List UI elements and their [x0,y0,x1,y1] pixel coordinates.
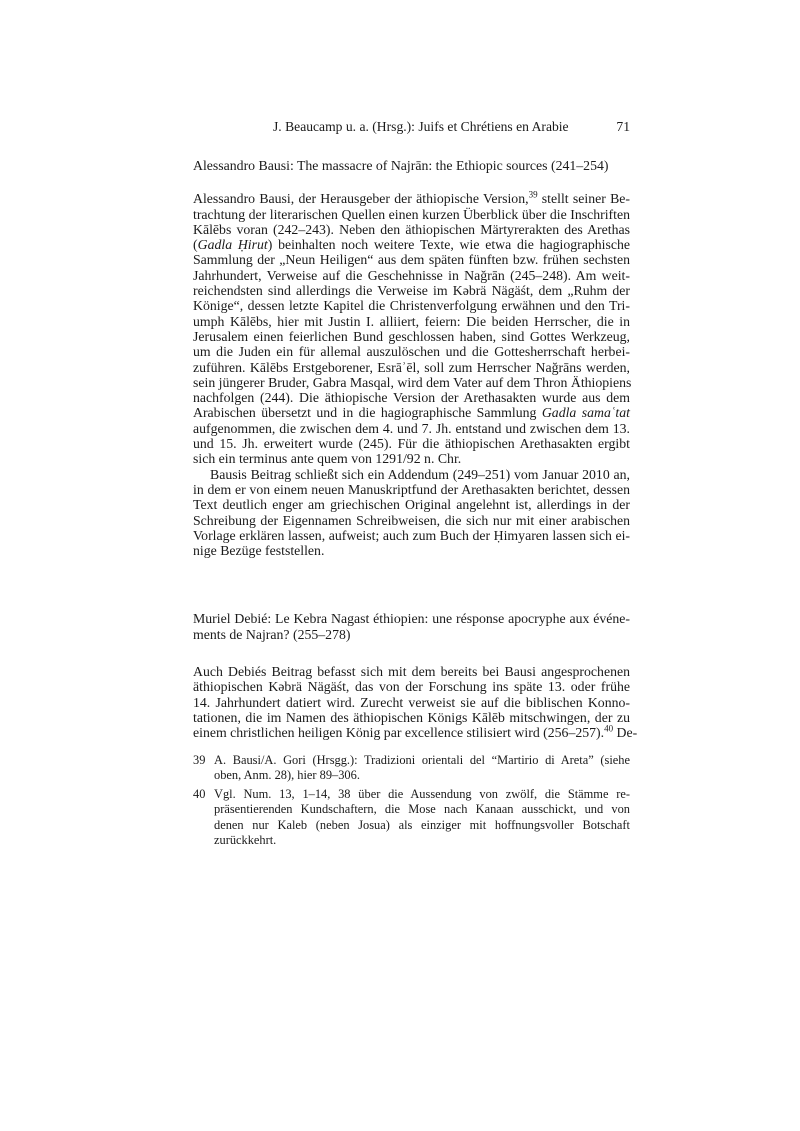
text-run: um die Juden ein für allemal auszulöschen und die Gottesherrschaft herbei- [193,344,630,360]
text-line [193,314,630,329]
text-line [193,360,630,375]
text-line [193,237,630,252]
text-line [193,375,630,390]
text-run: Auch Debiés Beitrag befasst sich mit dem bereits bei Bausi angesprochenen [193,664,630,680]
text-line [193,405,630,420]
text-run: tationen, die im Namen des äthiopischen Königs Kālēb mitschwingen, der zu [193,709,630,725]
text-run: sein jüngerer Bruder, Gabra Masqal, wird dem Vater auf dem Thron Äthiopiens [193,374,632,390]
section-heading-bausi [193,158,630,173]
text-run: trachtung der literarischen Quellen einen kurzen Überblick über die Inschriften [193,206,630,222]
text-run: Bausis Beitrag schließt sich ein Addendum (249–251) vom Januar 2010 an, [210,466,630,482]
text-run: aufgenommen, die zwischen dem 4. und 7. Jh. entstand und zwischen dem 13. [193,420,630,436]
footnotes [193,753,630,849]
text-run: zuführen. Kālēbs Erstgeborener, Esrāʾēl, soll zum Herrscher Nağrāns werden, [193,359,630,375]
text-run: und 15. Jh. erweitert wurde (245). Für die äthiopischen Arethasakten ergibt [193,436,630,452]
page-body [193,158,638,852]
footnote-line: zurückkehrt. [214,832,277,847]
text-run: Könige“, dessen letzte Kapitel die Christenverfolgung erwähnen und den Tri- [193,298,630,314]
text-line [193,513,630,528]
heading-line: Alessandro Bausi: The massacre of Najrān: the Ethiopic sources (241–254) [193,158,609,173]
text-line [193,436,630,451]
text-line [193,421,630,436]
text-run: Arabischen übersetzt und in die hagiographische Sammlung [193,405,542,421]
text-run: nige Bezüge feststellen. [193,543,325,559]
text-run: in dem er von einem neuen Manuskriptfund der Arethasakten berichtet, dessen [193,481,630,497]
running-header-title: J. Beaucamp u. a. (Hrsg.): Juifs et Chrétiens en Arabie [273,119,569,134]
footnote-line: präsentierenden Kundschaftern, die Mose nach Kanaan ausschickt, und von [214,802,630,817]
text-run: Vorlage erklären lassen, aufweist; auch zum Buch der Ḥimyaren lassen sich ei- [193,527,630,543]
section-body-debie [193,664,638,741]
text-line [193,710,630,725]
footnote-line: Vgl. Num. 13, 1–14, 38 über die Aussendung von zwölf, die Stämme re- [214,787,630,802]
italic-term: Gadla Ḥirut [197,237,268,253]
text-line [193,191,630,206]
footnote-line: oben, Anm. 28), hier 89–306. [214,767,360,782]
section-heading-debie [193,611,630,642]
text-run: Alessandro Bausi, der Herausgeber der äthiopische Version, [193,191,529,207]
footnote-line: A. Bausi/A. Gori (Hrsgg.): Tradizioni orientali del “Martirio di Areta” (siehe [214,752,630,767]
section-body-bausi [193,191,630,558]
text-line [193,451,630,466]
text-run: umph Kālēbs, hier mit Justin I. alliiert, feiern: Die beiden Herrscher, die in [193,313,630,329]
text-run: Jahrhundert, Verweise auf die Geschehnisse in Nağrān (245–248). Am weit- [193,267,630,283]
text-run: De- [613,725,638,741]
heading-line: Muriel Debié: Le Kebra Nagast éthiopien: une résponse apocryphe aux événe- [193,611,630,627]
text-line [193,664,630,679]
footnote-number: 40 [193,787,206,802]
text-line [193,543,630,558]
text-run: nachfolgen (244). Die äthiopische Version der Arethasakten wurde aus dem [193,390,630,406]
text-run: äthiopischen Kəbrä Nägäśt, das von der Forschung ins späte 13. oder frühe [193,679,630,695]
text-run: Kālēbs voran (242–243). Neben den äthiopischen Märtyrerakten des Arethas [193,221,630,237]
footnote-line: denen nur Kaleb (neben Josua) als einziger mit hoffnungsvoller Botschaft [214,817,630,832]
footnote-number: 39 [193,752,206,767]
heading-line: ments de Najran? (255–278) [193,626,351,642]
running-header [193,119,630,137]
text-line [193,482,630,497]
text-run: 14. Jahrhundert datiert wird. Zurecht verweist sie auf die biblischen Konno- [193,694,630,710]
text-line [193,268,630,283]
text-line [193,222,630,237]
footnote-ref: 39 [528,189,538,200]
text-line [193,283,630,298]
text-line [193,252,630,267]
text-run: Text deutlich enger am griechischen Original angelehnt ist, allerdings in der [193,497,630,513]
text-line [193,207,630,222]
text-run: reichendsten sind allerdings die Verweise im Kəbrä Nägäśt, dem „Ruhm der [193,283,630,299]
text-run: ( [193,237,198,253]
text-line [193,695,630,710]
text-line [193,390,630,405]
text-run: Schreibung der Eigennamen Schreibweisen, die sich nur mit einer arabischen [193,512,630,528]
italic-term: Gadla samaʿtat [541,405,630,421]
text-run: stellt seiner Be- [537,191,630,207]
text-line [193,679,630,694]
text-run: ) beinhalten noch weitere Texte, wie etwa die hagiographische [267,237,631,253]
footnote [193,787,630,848]
text-run: einem christlichen heiligen König par excellence stilisiert wird (256–257). [193,725,605,741]
text-line [193,497,630,512]
text-line [193,298,630,313]
text-run: Jerusalem einen feierlichen Bund geschlossen haben, sind Gottes Werkzeug, [193,328,630,344]
text-line [193,528,630,543]
text-line [193,723,638,741]
page-number: 71 [616,119,630,134]
text-line [193,329,630,344]
footnote-ref: 40 [604,723,614,734]
text-run: Sammlung der „Neun Heiligen“ aus dem späten fünften bzw. frühen sechsten [193,252,630,268]
text-line [193,344,630,359]
text-line [193,467,630,482]
footnote [193,753,630,784]
text-run: sich ein terminus ante quem von 1291/92 n. Chr. [193,451,462,467]
